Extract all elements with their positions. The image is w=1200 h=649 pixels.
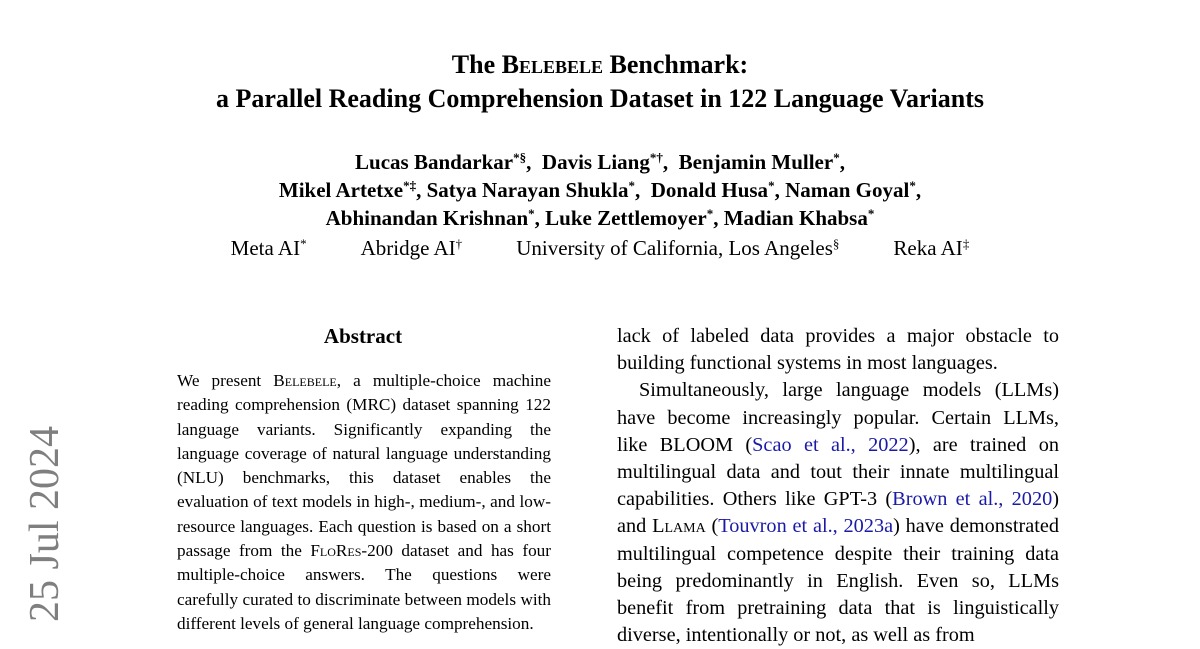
citation-link[interactable]: Scao et al., 2022 <box>752 433 909 456</box>
affiliation-mark: * <box>300 235 307 251</box>
title-line-1 <box>0 48 1200 82</box>
affiliation <box>231 236 307 260</box>
llama-part: L <box>652 515 665 538</box>
intro-paragraph <box>617 377 1059 649</box>
intro-text: ) and <box>617 488 1059 538</box>
author-name: Luke Zettlemoyer <box>545 206 707 230</box>
intro-text: Simultaneously, large language models (LLMs) have become increasingly popular. Certain LLMs, like BLOOM ( <box>617 379 1059 456</box>
author-marks: * <box>628 177 636 193</box>
citation-link[interactable]: Touvron et al., 2023a <box>718 515 894 538</box>
affiliation-name: Meta AI <box>230 236 301 260</box>
flores-part: R <box>335 541 348 561</box>
author-name: Naman Goyal <box>785 178 910 202</box>
affiliation-name: Reka AI <box>893 236 963 260</box>
abstract-text: -200 dataset and has four multiple-choice answers. The questions were carefully curated to discriminate between models with different levels of general language comprehension. <box>177 541 551 633</box>
author-line-1: Lucas Bandarkar*§, Davis Liang*†, Benjamin Muller*, <box>355 149 845 174</box>
author-name: Satya Narayan Shukla <box>426 178 629 202</box>
author-line-2: Mikel Artetxe*‡, Satya Narayan Shukla*, Donald Husa*, Naman Goyal*, <box>278 177 922 202</box>
intro-text: ), are trained on multilingual data and tout their innate multilingual capabilities. Others like GPT-3 ( <box>617 433 1059 511</box>
affiliation-name: University of California, Los Angeles <box>516 236 833 260</box>
author-marks: *† <box>649 149 663 165</box>
affiliation <box>893 236 969 260</box>
intro-column <box>617 323 1059 649</box>
abstract-heading: Abstract <box>323 324 403 348</box>
title-suffix: Benchmark: <box>603 50 749 79</box>
author-marks: *‡ <box>403 177 417 193</box>
citation-link[interactable]: Brown et al., 2020 <box>892 488 1053 511</box>
author-name: Davis Liang <box>541 150 650 174</box>
benchmark-name: Belebele <box>273 371 337 390</box>
author-name: Donald Husa <box>650 178 769 202</box>
flores-part: F <box>310 541 320 561</box>
author-marks: * <box>706 205 714 221</box>
title-line-2: a Parallel Reading Comprehension Dataset in 122 Language Variants <box>215 84 984 113</box>
affiliation <box>361 236 463 260</box>
abstract-text: We present <box>177 371 274 390</box>
author-marks: * <box>909 177 916 193</box>
author-name: Benjamin Muller <box>678 150 834 174</box>
intro-text: ) have demonstrated multilingual competence despite their training data being predominantly in English. Even so, LLMs benefit from pretraining data that is linguistically diverse, intentionally or not, as well as from <box>617 515 1059 647</box>
affiliation <box>516 236 839 260</box>
affiliation-list <box>0 234 1200 262</box>
author-marks: * <box>768 177 775 193</box>
llama-part: lama <box>664 515 706 538</box>
author-list <box>0 148 1200 232</box>
arxiv-date-stamp: 25 Jul 2024 <box>22 425 68 622</box>
author-marks: * <box>528 205 535 221</box>
flores-name <box>310 541 361 560</box>
title-prefix: The <box>451 50 502 79</box>
author-name: Madian Khabsa <box>723 206 868 230</box>
abstract-text: , a multiple-choice machine reading comprehension (MRC) dataset spanning 122 language variants. Significantly expanding the language coverage of natural language understanding (NLU) benchmarks, this dataset enables the evaluation of text models in high-, medium-, and low-resource languages. Each question is based on a short passage from the <box>177 371 551 561</box>
llama-name <box>652 515 706 537</box>
flores-part: es <box>347 541 362 561</box>
abstract-body <box>177 369 551 636</box>
affiliation-mark: § <box>832 235 840 251</box>
flores-part: lo <box>319 541 336 561</box>
author-name: Lucas Bandarkar <box>355 150 514 174</box>
intro-text: ( <box>705 515 719 538</box>
author-marks: *§ <box>513 149 527 165</box>
intro-paragraph: lack of labeled data provides a major obstacle to building functional systems in most languages. <box>617 325 1059 375</box>
author-name: Abhinandan Krishnan <box>325 206 529 230</box>
affiliation-mark: ‡ <box>962 235 970 251</box>
affiliation-mark: † <box>455 235 463 251</box>
author-line-3: Abhinandan Krishnan*, Luke Zettlemoyer*, Madian Khabsa* <box>325 205 875 230</box>
author-marks: * <box>833 149 840 165</box>
affiliation-name: Abridge AI <box>360 236 456 260</box>
author-name: Mikel Artetxe <box>278 178 404 202</box>
paper-title <box>0 48 1200 116</box>
benchmark-name: Belebele <box>501 50 604 79</box>
author-marks: * <box>867 205 875 221</box>
